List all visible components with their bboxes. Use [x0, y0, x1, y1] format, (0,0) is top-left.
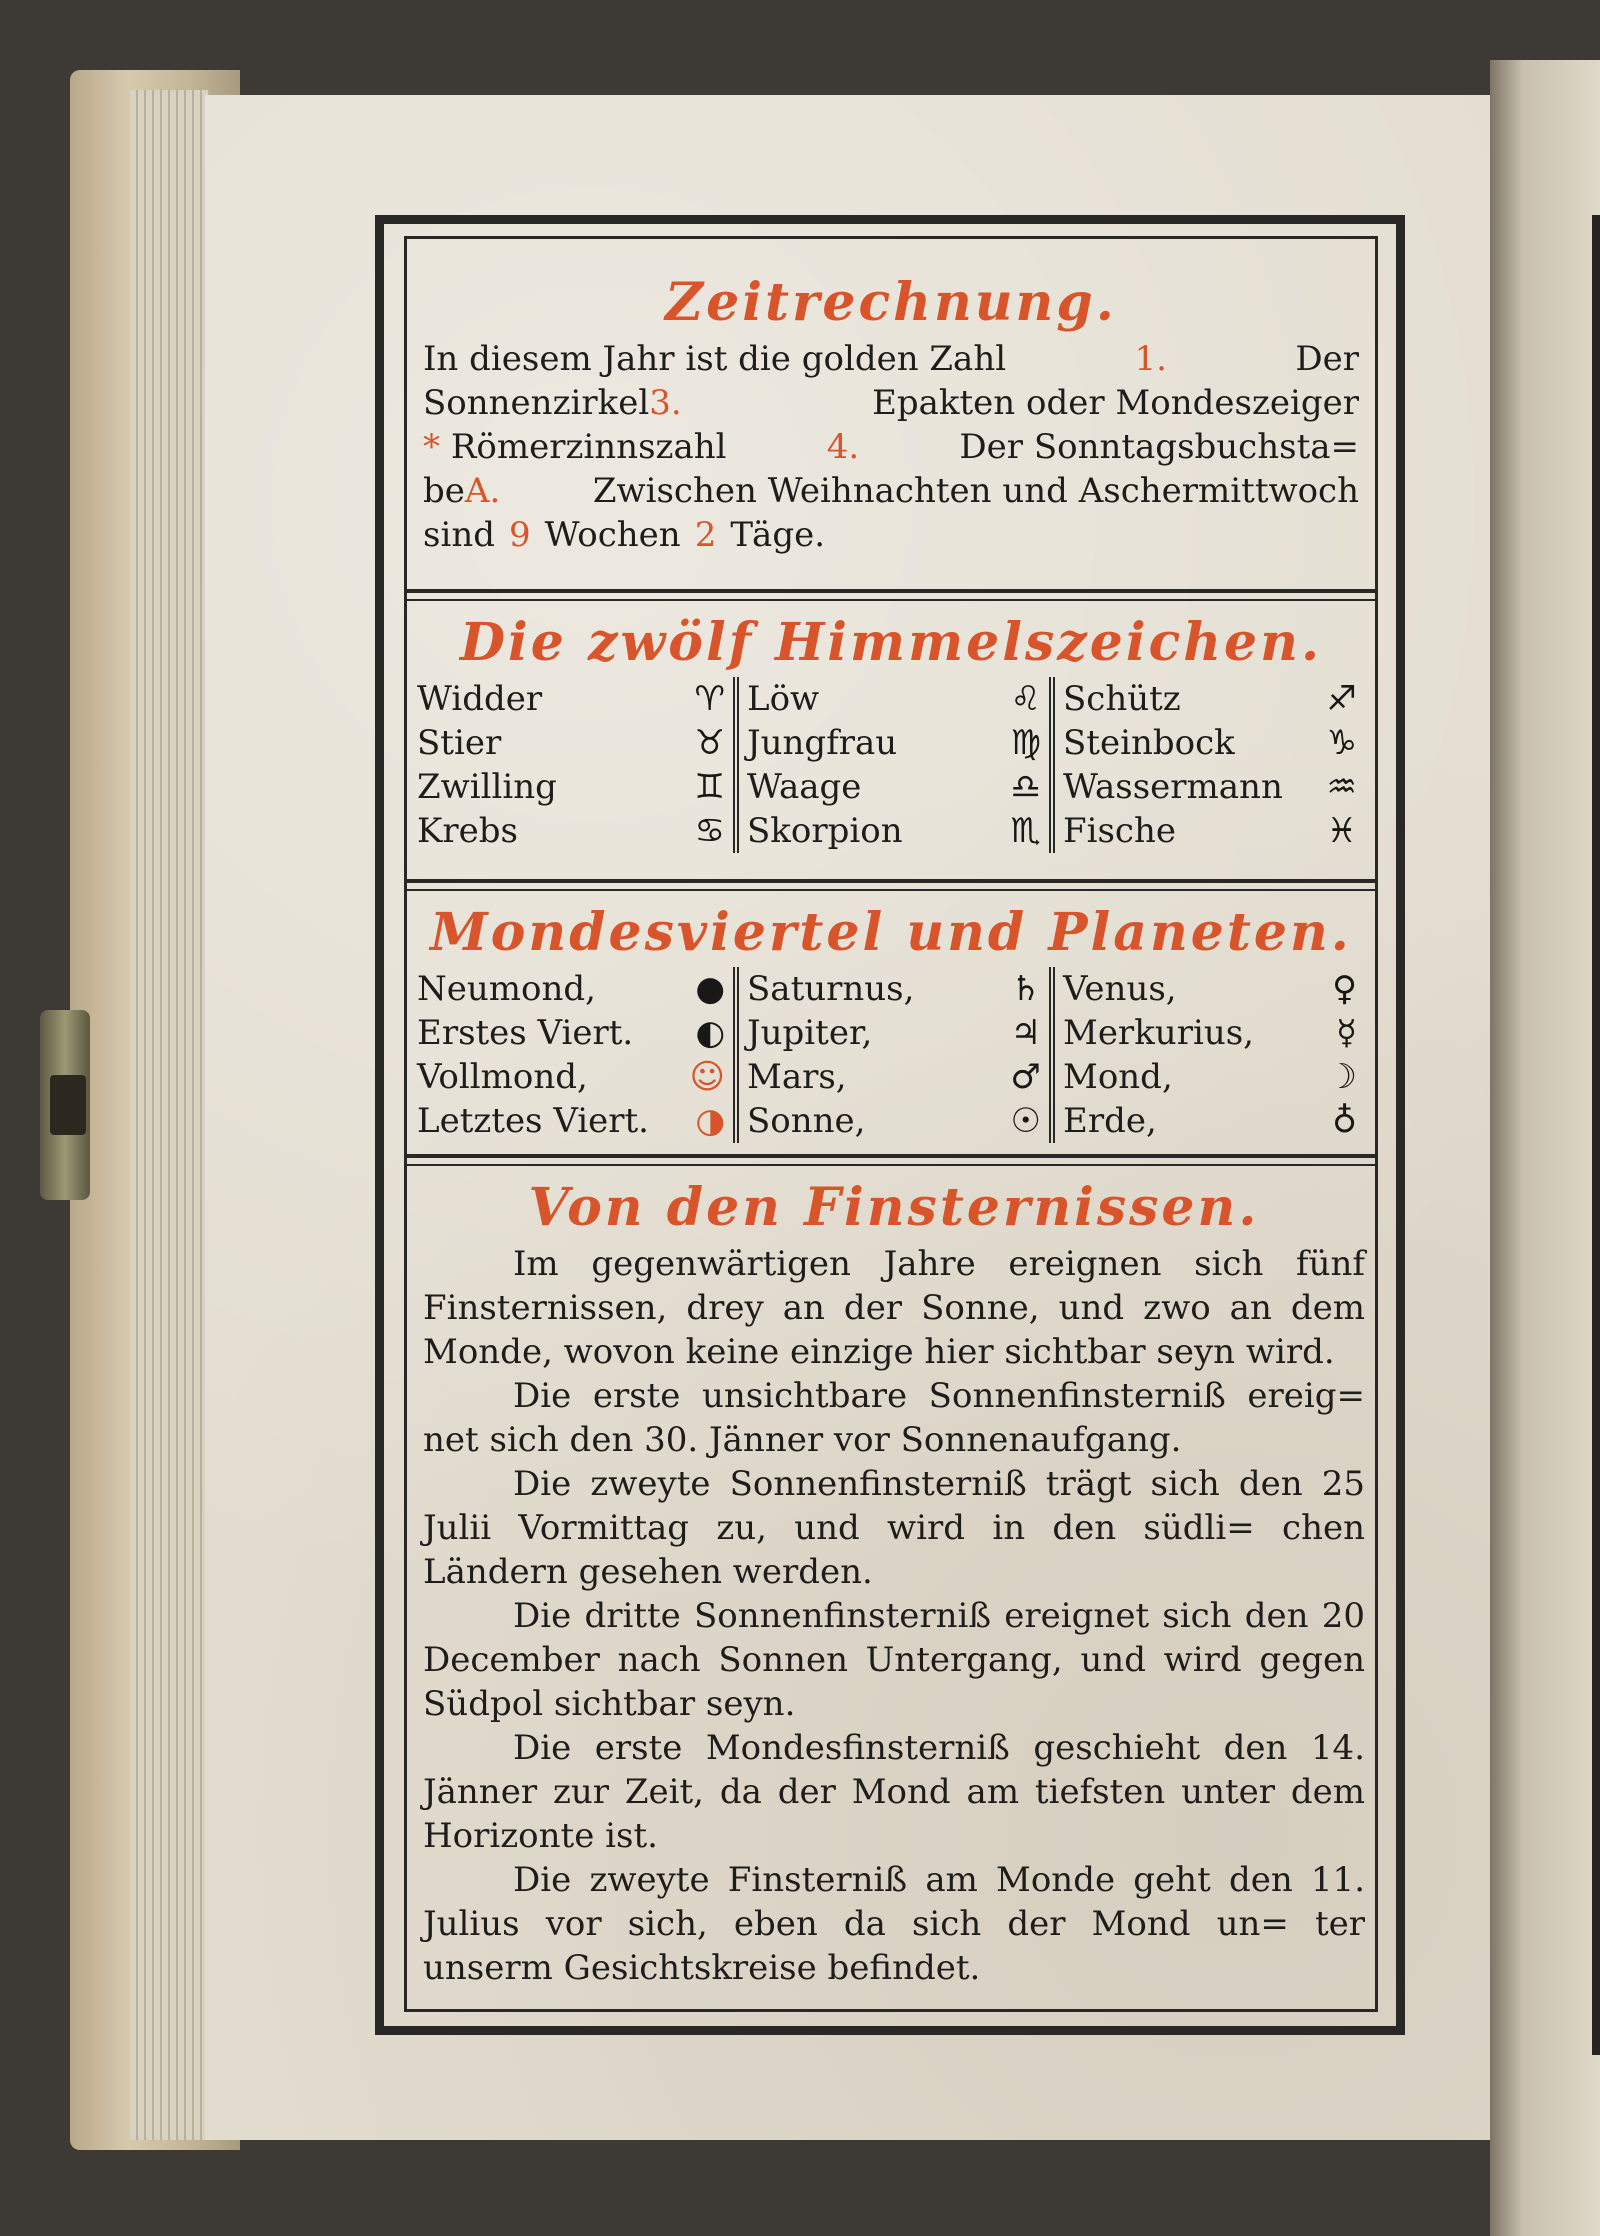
gemini-icon: ♊ [694, 767, 725, 807]
sun-cycle-number: 3. [649, 383, 682, 423]
phase-name: Vollmond, [417, 1057, 588, 1097]
moon-icon: ☽ [1326, 1057, 1357, 1097]
zodiac-row [747, 721, 1041, 765]
venus-icon: ♀ [1332, 969, 1357, 1009]
paragraph: Die erste Mondesfinsterniß geschieht den 14. Jänner zur Zeit, da der Mond am tiefsten unter dem Horizonte ist. [423, 1728, 1365, 1856]
planet-row [1063, 1055, 1357, 1099]
aries-icon: ♈ [694, 679, 725, 719]
zodiac-column [733, 677, 1049, 853]
mercury-icon: ☿ [1336, 1013, 1357, 1053]
planet-row [417, 1011, 725, 1055]
planet-name: Jupiter, [747, 1013, 873, 1053]
book-gutter [1490, 60, 1600, 2236]
paragraph: Die zweyte Finsterniß am Monde geht den 11. Julius vor sich, eben da sich der Mond un= ter unserm Gesichtskreise befindet. [423, 1860, 1365, 1988]
zodiac-name: Skorpion [747, 811, 903, 851]
cancer-icon: ♋ [694, 811, 725, 851]
zodiac-row [417, 809, 725, 853]
planet-name: Mond, [1063, 1057, 1173, 1097]
paragraph: Die dritte Sonnenfinsterniß ereignet sich den 20 December nach Sonnen Untergang, und wird gegen Südpol sichtbar seyn. [423, 1596, 1365, 1724]
zodiac-row [1063, 765, 1357, 809]
days-number: 2 [694, 515, 717, 555]
text-fragment: Epakten oder Mondeszeiger [872, 383, 1359, 423]
zodiac-name: Löw [747, 679, 820, 719]
saturn-icon: ♄ [1010, 969, 1041, 1009]
facing-page-frame [1592, 215, 1600, 2055]
text-line [423, 381, 1359, 425]
planet-column [1049, 967, 1365, 1143]
zodiac-name: Steinbock [1063, 723, 1235, 763]
section-zeitrechnung [417, 269, 1365, 557]
text-fragment: In diesem Jahr ist die golden Zahl [423, 339, 1007, 379]
planet-name: Mars, [747, 1057, 847, 1097]
section-divider [407, 1154, 1375, 1158]
planet-row [417, 1055, 725, 1099]
eclipse-text [423, 1242, 1365, 1990]
virgo-icon: ♍ [1010, 723, 1041, 763]
last-quarter-icon: ◑ [695, 1101, 725, 1141]
golden-number: 1. [1134, 339, 1167, 379]
section-mondesviertel [417, 899, 1365, 1143]
text-fragment: Römerzinnszahl [450, 427, 727, 467]
zodiac-row [747, 677, 1041, 721]
section-title: Von den Finsternissen. [528, 1177, 1260, 1238]
page-frame [375, 215, 1405, 2035]
text-fragment: be [423, 471, 465, 511]
text-line [423, 469, 1359, 513]
text-line [423, 513, 1359, 557]
planet-row [1063, 1011, 1357, 1055]
jupiter-icon: ♃ [1010, 1013, 1041, 1053]
zodiac-table [417, 677, 1365, 853]
zodiac-row [417, 765, 725, 809]
full-moon-icon: ☺ [689, 1057, 725, 1097]
sun-icon: ☉ [1010, 1101, 1041, 1141]
planet-row [747, 1099, 1041, 1143]
planet-name: Saturnus, [747, 969, 915, 1009]
zodiac-row [747, 809, 1041, 853]
planet-row [1063, 967, 1357, 1011]
zodiac-column [1049, 677, 1365, 853]
phase-name: Letztes Viert. [417, 1101, 649, 1141]
page-stack [130, 90, 210, 2140]
paragraph: Im gegenwärtigen Jahre ereignen sich fünf Finsternissen, drey an der Sonne, und zwo an dem Monde, wovon keine einzige hier sichtbar seyn wird. [423, 1244, 1365, 1372]
planet-row [747, 1011, 1041, 1055]
roman-indiction-number: 4. [826, 427, 860, 467]
paragraph: Die erste unsichtbare Sonnenfinsterniß ereig= net sich den 30. Jänner vor Sonnenaufgang. [423, 1376, 1365, 1460]
section-title: Mondesviertel und Planeten. [430, 902, 1352, 963]
text-fragment: Wochen [544, 515, 681, 555]
zodiac-name: Waage [747, 767, 862, 807]
planet-row [747, 1055, 1041, 1099]
zodiac-name: Jungfrau [747, 723, 898, 763]
zodiac-name: Schütz [1063, 679, 1181, 719]
section-body [417, 337, 1365, 557]
phase-name: Neumond, [417, 969, 596, 1009]
text-fragment: Der [1295, 339, 1359, 379]
moon-phase-column [417, 967, 733, 1143]
planet-table [417, 967, 1365, 1143]
epact-mark: * [423, 427, 440, 467]
zodiac-row [747, 765, 1041, 809]
libra-icon: ♎ [1010, 767, 1041, 807]
planet-column [733, 967, 1049, 1143]
section-divider [407, 879, 1375, 883]
text-fragment: Sonnenzirkel [423, 383, 650, 423]
capricorn-icon: ♑ [1326, 723, 1357, 763]
section-title: Die zwölf Himmelszeichen. [459, 612, 1323, 673]
planet-name: Erde, [1063, 1101, 1157, 1141]
planet-row [417, 1099, 725, 1143]
sagittarius-icon: ♐ [1326, 679, 1357, 719]
page-frame-inner [404, 236, 1378, 2012]
earth-icon: ♁ [1332, 1101, 1357, 1141]
text-fragment: Zwischen Weihnachten und Aschermittwoch [592, 471, 1359, 511]
planet-row [417, 967, 725, 1011]
zodiac-row [417, 677, 725, 721]
scorpio-icon: ♏ [1010, 811, 1041, 851]
new-moon-icon: ● [695, 969, 725, 1009]
clasp-band [50, 1075, 86, 1135]
planet-name: Merkurius, [1063, 1013, 1254, 1053]
planet-name: Sonne, [747, 1101, 866, 1141]
zodiac-name: Fische [1063, 811, 1176, 851]
section-finsternissen [423, 1174, 1365, 1990]
text-fragment: Der Sonntagsbuchsta= [959, 427, 1359, 467]
zodiac-row [1063, 809, 1357, 853]
taurus-icon: ♉ [694, 723, 725, 763]
zodiac-name: Krebs [417, 811, 518, 851]
zodiac-name: Widder [417, 679, 543, 719]
section-divider [407, 589, 1375, 593]
phase-name: Erstes Viert. [417, 1013, 634, 1053]
zodiac-row [1063, 721, 1357, 765]
mars-icon: ♂ [1010, 1057, 1041, 1097]
text-fragment: Täge. [730, 515, 826, 555]
zodiac-column [417, 677, 733, 853]
zodiac-name: Stier [417, 723, 502, 763]
planet-row [747, 967, 1041, 1011]
text-line [423, 337, 1359, 381]
zodiac-name: Zwilling [417, 767, 557, 807]
planet-name: Venus, [1063, 969, 1177, 1009]
aquarius-icon: ♒ [1326, 767, 1357, 807]
pisces-icon: ♓ [1326, 811, 1357, 851]
zodiac-row [1063, 677, 1357, 721]
leo-icon: ♌ [1010, 679, 1041, 719]
first-quarter-icon: ◐ [695, 1013, 725, 1053]
planet-row [1063, 1099, 1357, 1143]
weeks-number: 9 [508, 515, 531, 555]
section-title: Zeitrechnung. [665, 272, 1117, 333]
dominical-letter: A. [464, 471, 501, 511]
section-himmelszeichen [417, 609, 1365, 853]
text-line [423, 425, 1359, 469]
zodiac-row [417, 721, 725, 765]
text-fragment: sind [423, 515, 495, 555]
paragraph: Die zweyte Sonnenfinsterniß trägt sich den 25 Julii Vormittag zu, und wird in den südli= chen Ländern gesehen werden. [423, 1464, 1365, 1592]
zodiac-name: Wassermann [1063, 767, 1283, 807]
